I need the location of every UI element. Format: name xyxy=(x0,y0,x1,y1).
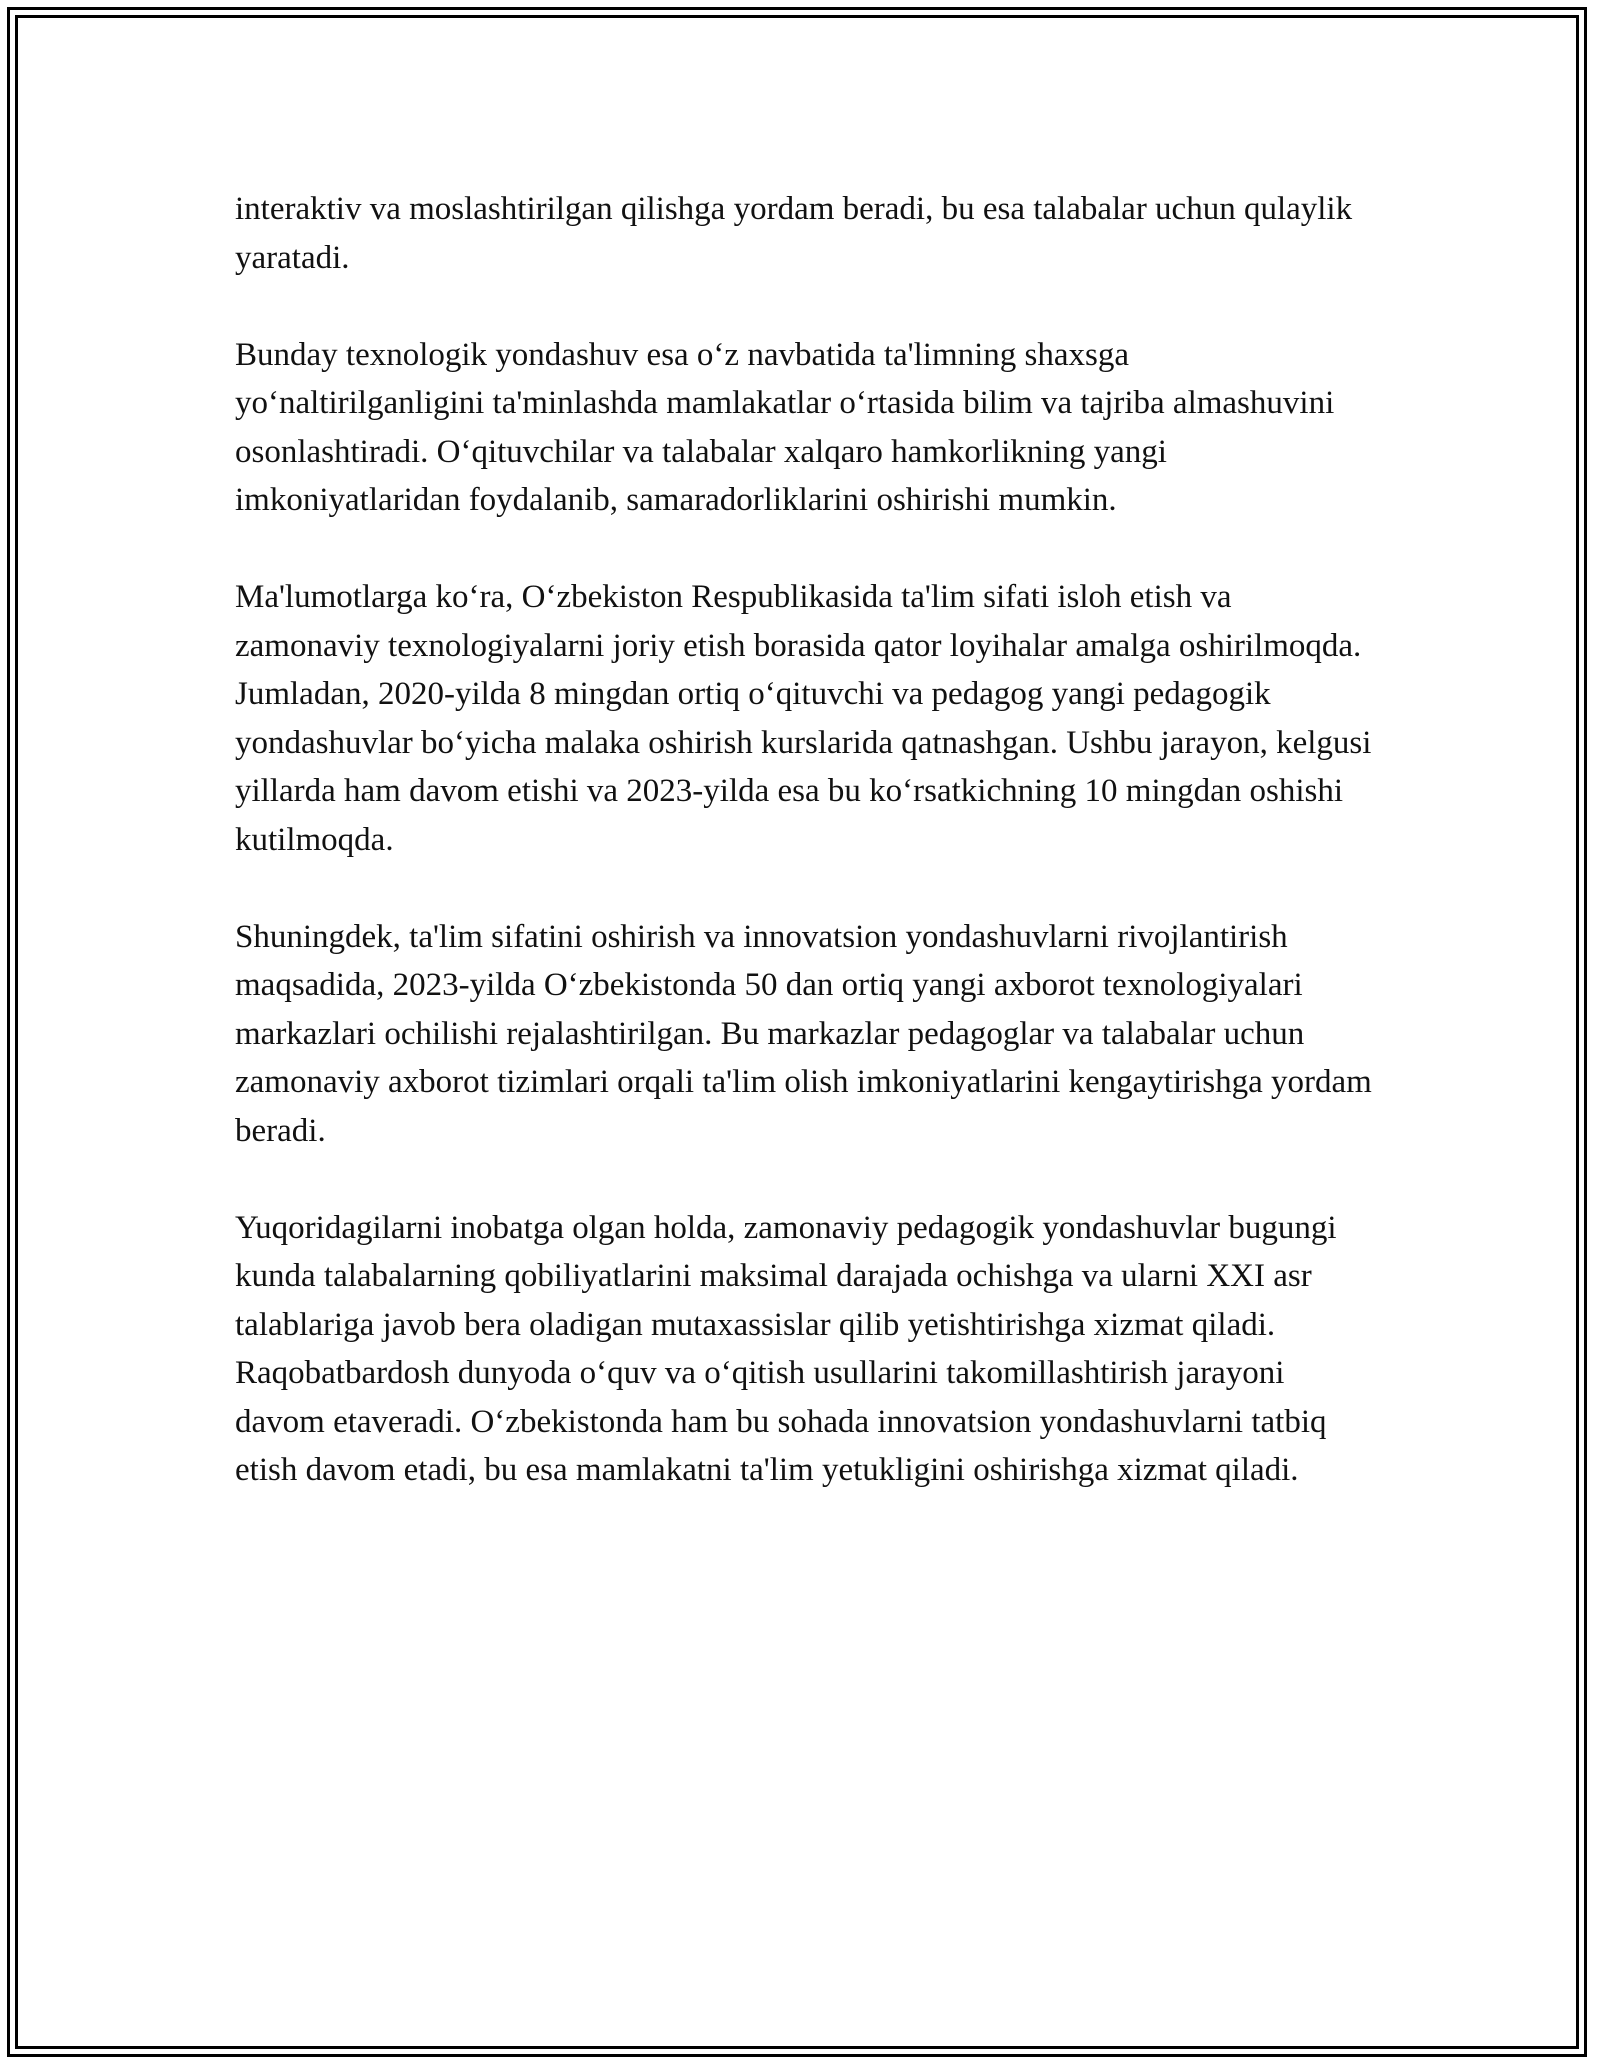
paragraph-3: Ma'lumotlarga ko‘ra, O‘zbekiston Respublikasida ta'lim sifati isloh etish va zamonaviy texnologiyalarni joriy etish borasida qator loyihalar amalga oshirilmoqda. Jumladan, 2020-yilda 8 mingdan ortiq o‘qituvchi va pedagog yangi pedagogik yondashuvlar bo‘yicha malaka oshirish kurslarida qatnashgan. Ushbu jarayon, kelgusi yillarda ham davom etishi va 2023-yilda esa bu ko‘rsatkichning 10 mingdan oshishi kutilmoqda. xyxy=(235,579,1372,858)
paragraph-2: Bunday texnologik yondashuv esa o‘z navbatida ta'limning shaxsga yo‘naltirilganligini ta'minlashda mamlakatlar o‘rtasida bilim va tajriba almashuvini osonlashtiradi. O‘qituvchilar va talabalar xalqaro hamkorlikning yangi imkoniyatlaridan foydalanib, samaradorliklarini oshirishi mumkin. xyxy=(235,336,1335,518)
paragraph-1: interaktiv va moslashtirilgan qilishga yordam beradi, bu esa talabalar uchun qulaylik yaratadi. xyxy=(235,191,1353,276)
document-body xyxy=(235,185,1375,1543)
paragraph-4: Shuningdek, ta'lim sifatini oshirish va innovatsion yondashuvlarni rivojlantirish maqsadida, 2023-yilda O‘zbekistonda 50 dan ortiq yangi axborot texnologiyalari markazlari ochilishi rejalashtirilgan. Bu markazlar pedagoglar va talabalar uchun zamonaviy axborot tizimlari orqali ta'lim olish imkoniyatlarini kengaytirishga yordam beradi. xyxy=(235,918,1372,1149)
paragraph-5: Yuqoridagilarni inobatga olgan holda, zamonaviy pedagogik yondashuvlar bugungi kunda talabalarning qobiliyatlarini maksimal darajada ochishga va ularni XXI asr talablariga javob bera oladigan mutaxassislar qilib yetishtirishga xizmat qiladi. Raqobatbardosh dunyoda o‘quv va o‘qitish usullarini takomillashtirish jarayoni davom etaveradi. O‘zbekistonda ham bu sohada innovatsion yondashuvlarni tatbiq etish davom etadi, bu esa mamlakatni ta'lim yetukligini oshirishga xizmat qiladi. xyxy=(235,1209,1337,1488)
